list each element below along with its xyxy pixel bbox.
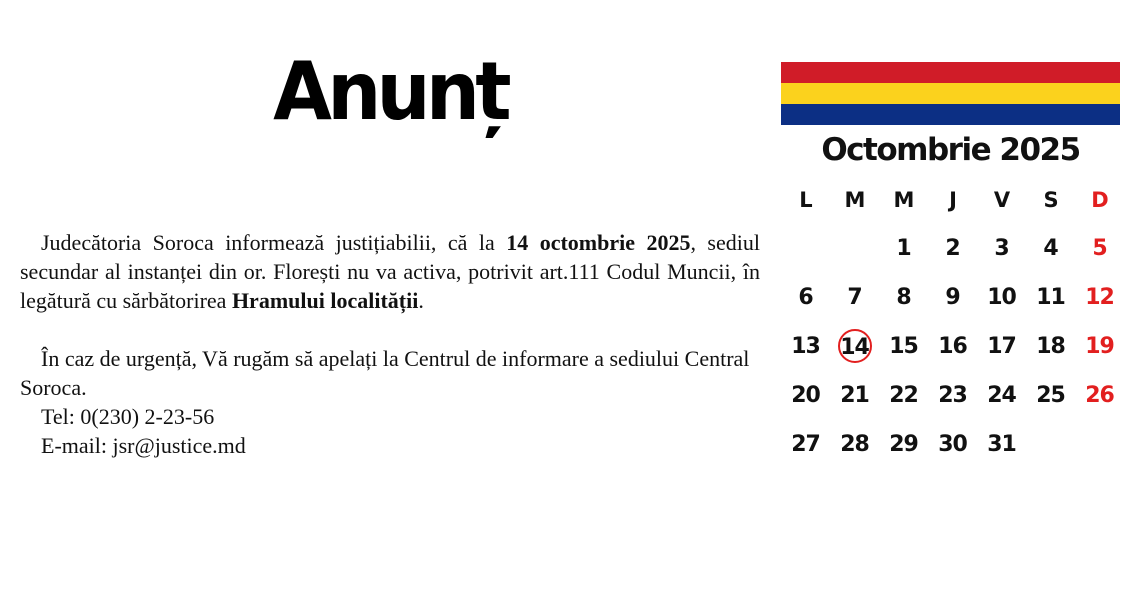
calendar-day (977, 236, 1026, 261)
calendar-day (928, 236, 977, 261)
text-end: . (418, 288, 424, 313)
event-name: Hramului localității (231, 288, 419, 313)
calendar-week-row (781, 224, 1124, 273)
page-title: Anunț (273, 45, 507, 138)
day-number: 10 (987, 285, 1016, 310)
day-number: 6 (798, 285, 813, 310)
weekday-label: J (949, 187, 956, 212)
day-number: 25 (1036, 383, 1065, 408)
calendar-week-row (781, 371, 1124, 420)
day-number: 13 (791, 334, 820, 359)
day-number: 24 (987, 383, 1016, 408)
announcement-text (20, 228, 760, 460)
calendar-day (1075, 236, 1124, 261)
day-number: 23 (938, 383, 967, 408)
calendar-day (977, 432, 1026, 457)
day-number: 3 (994, 236, 1009, 261)
weekday-label: S (1043, 187, 1058, 212)
calendar-grid (781, 175, 1124, 469)
calendar-day (781, 285, 830, 310)
day-number: 22 (889, 383, 918, 408)
email-address: E-mail: jsr@justice.md (41, 433, 246, 458)
calendar-day (830, 432, 879, 457)
day-number: 5 (1092, 236, 1107, 261)
calendar-day (1075, 334, 1124, 359)
weekday-label: V (993, 187, 1010, 212)
calendar-day (1075, 383, 1124, 408)
day-number: 27 (791, 432, 820, 457)
calendar-day (879, 383, 928, 408)
calendar-day (928, 432, 977, 457)
calendar-day (1026, 383, 1075, 408)
day-number: 17 (987, 334, 1016, 359)
calendar-day (928, 334, 977, 359)
day-number: 29 (889, 432, 918, 457)
moldova-flag-stripes (781, 62, 1120, 125)
calendar-day (1026, 285, 1075, 310)
calendar-day (1026, 334, 1075, 359)
day-number: 9 (945, 285, 960, 310)
day-number: 15 (889, 334, 918, 359)
calendar-day (879, 236, 928, 261)
calendar-day (977, 285, 1026, 310)
calendar-day (1075, 285, 1124, 310)
day-number: 4 (1043, 236, 1058, 261)
calendar-day (879, 334, 928, 359)
closure-date: 14 octombrie 2025 (506, 230, 691, 255)
weekday-label: D (1091, 187, 1108, 212)
calendar-day (977, 334, 1026, 359)
day-number: 12 (1085, 285, 1114, 310)
calendar-day (830, 383, 879, 408)
day-number: 18 (1036, 334, 1065, 359)
calendar-week-row (781, 273, 1124, 322)
weekday-label: M (893, 187, 914, 212)
calendar-day (977, 383, 1026, 408)
calendar-day (781, 432, 830, 457)
flag-stripe-red (781, 62, 1120, 83)
day-number: 16 (938, 334, 967, 359)
calendar-day (781, 334, 830, 359)
day-number: 31 (987, 432, 1016, 457)
weekday-label: M (844, 187, 865, 212)
day-number: 11 (1036, 285, 1065, 310)
calendar-day (928, 285, 977, 310)
day-number: 20 (791, 383, 820, 408)
day-number: 26 (1085, 383, 1114, 408)
calendar-week-row (781, 322, 1124, 371)
calendar-day (879, 285, 928, 310)
phone-number: Tel: 0(230) 2-23-56 (41, 404, 215, 429)
weekday-label: L (799, 187, 812, 212)
calendar-day (879, 432, 928, 457)
day-number: 2 (945, 236, 960, 261)
calendar-month-title: Octombrie 2025 (821, 132, 1080, 168)
flag-stripe-blue (781, 104, 1120, 125)
calendar-day-highlighted (830, 331, 879, 363)
calendar-day (1026, 236, 1075, 261)
calendar-day (830, 285, 879, 310)
announcement-paragraph (20, 228, 760, 315)
flag-stripe-yellow (781, 83, 1120, 104)
day-number: 8 (896, 285, 911, 310)
day-number: 14 (838, 329, 872, 363)
calendar-week-row (781, 420, 1124, 469)
weekday-header-row (781, 175, 1124, 224)
day-number: 30 (938, 432, 967, 457)
calendar-day (781, 383, 830, 408)
calendar-day (928, 383, 977, 408)
day-number: 1 (896, 236, 911, 261)
text-intro: Judecătoria Soroca informează justițiabilii, că la (41, 230, 507, 255)
day-number: 28 (840, 432, 869, 457)
text-body: , sediul secundar al instanței din or. Florești nu va activa, potrivit art.111 Codul Muncii, în legătură cu sărbătorirea (20, 230, 760, 313)
day-number: 19 (1085, 334, 1114, 359)
day-number: 21 (840, 383, 869, 408)
day-number: 7 (847, 285, 862, 310)
urgency-paragraph: În caz de urgență, Vă rugăm să apelați la Centrul de informare a sediului Central Soroca. (20, 346, 750, 400)
